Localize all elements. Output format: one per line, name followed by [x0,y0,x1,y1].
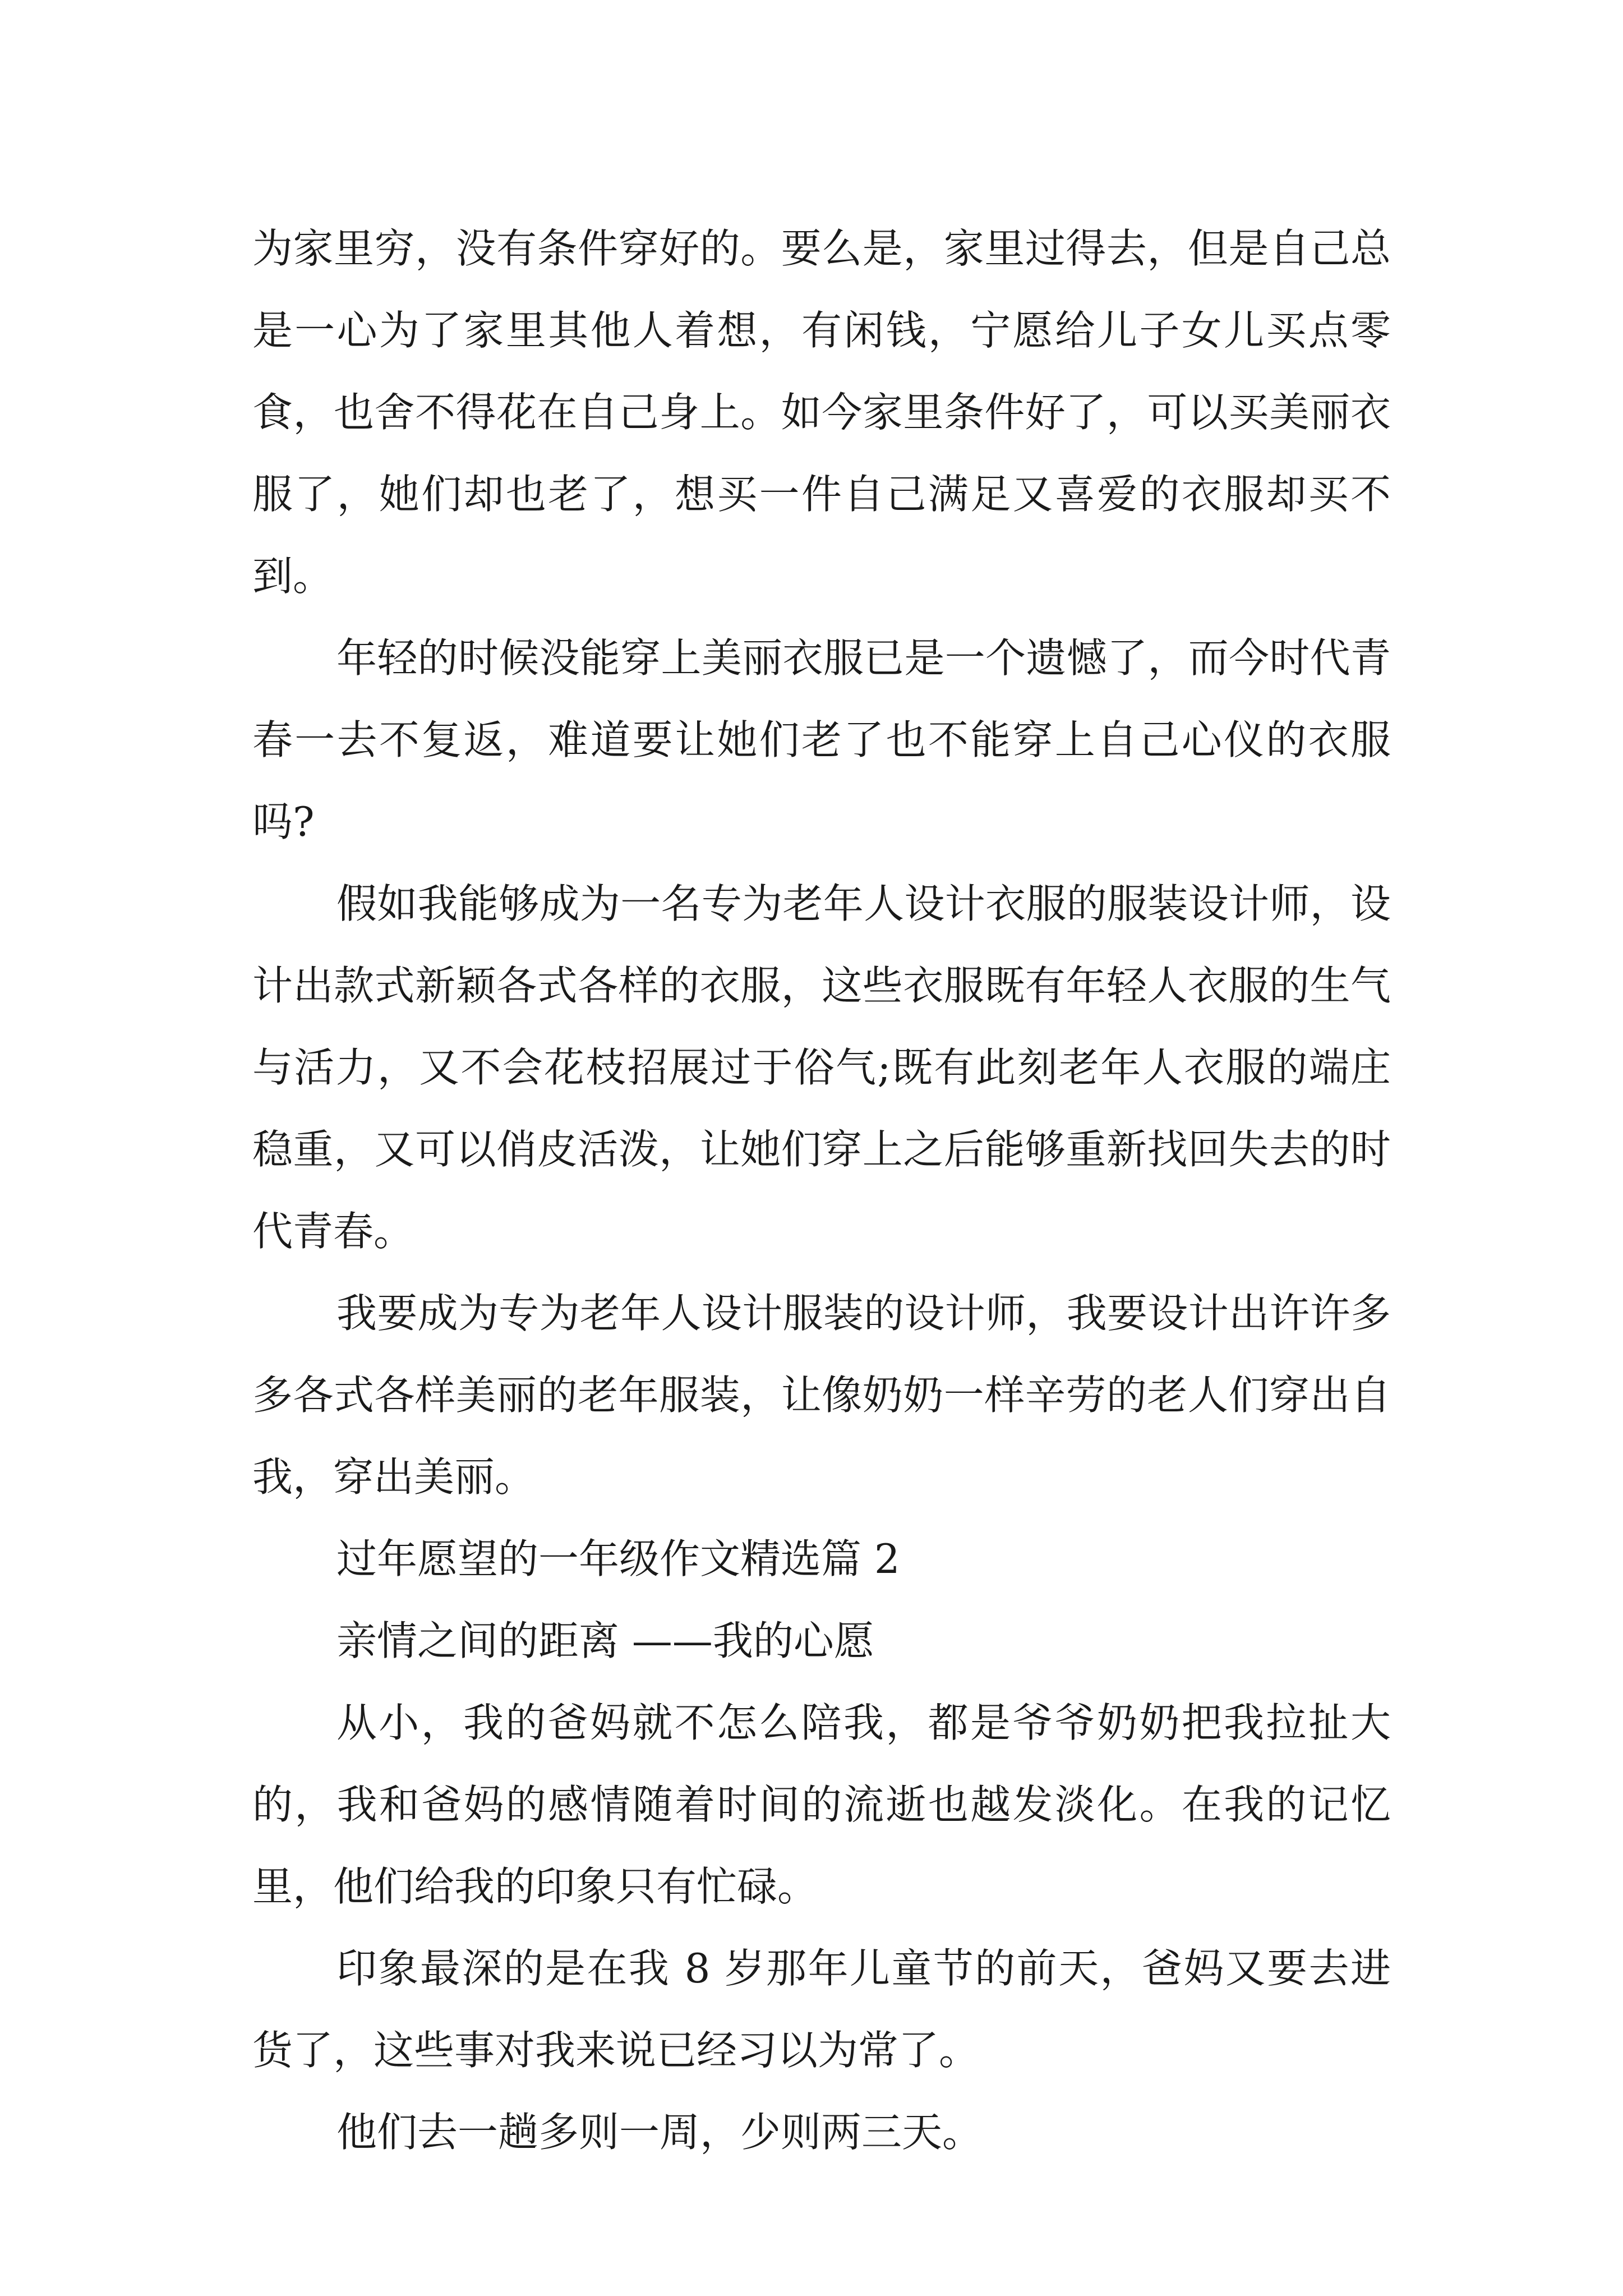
paragraph-continuation: 为家里穷，没有条件穿好的。要么是，家里过得去，但是自己总是一心为了家里其他人着想，有闲钱，宁愿给儿子女儿买点零食，也舍不得花在自己身上。如今家里条件好了，可以买美丽衣服了，她们却也老了，想买一件自己满足又喜爱的衣服却买不到。 [252,225,1391,600]
paragraph-designer-wish: 假如我能够成为一名专为老年人设计衣服的服装设计师，设计出款式新颖各式各样的衣服，这些衣服既有年轻人衣服的生气与活力，又不会花枝招展过于俗气;既有此刻老年人衣服的端庄稳重，又可以俏皮活泼，让她们穿上之后能够重新找回失去的时代青春。 [252,880,1391,1255]
essay-title: 亲情之间的距离 ——我的心愿 [336,1617,874,1664]
paragraph-childhood: 从小，我的爸妈就不怎么陪我，都是爷爷奶奶把我拉扯大的，我和爸妈的感情随着时间的流逝也越发淡化。在我的记忆里，他们给我的印象只有忙碌。 [252,1699,1391,1910]
paragraph-childrens-day: 印象最深的是在我 8 岁那年儿童节的前天，爸妈又要去进货了，这些事对我来说已经习以为常了。 [252,1945,1391,2074]
paragraph-regret: 年轻的时候没能穿上美丽衣服已是一个遗憾了，而今时代青春一去不复返，难道要让她们老了也不能穿上自己心仪的衣服吗? [252,634,1391,845]
document-body [252,208,1391,2173]
section-heading: 过年愿望的一年级作文精选篇 2 [336,1535,900,1582]
paragraph-designer-goal: 我要成为专为老年人设计服装的设计师，我要设计出许许多多各式各样美丽的老年服装，让像奶奶一样辛劳的老人们穿出自我，穿出美丽。 [252,1290,1391,1501]
paragraph-trip-duration: 他们去一趟多则一周，少则两三天。 [336,2109,983,2156]
